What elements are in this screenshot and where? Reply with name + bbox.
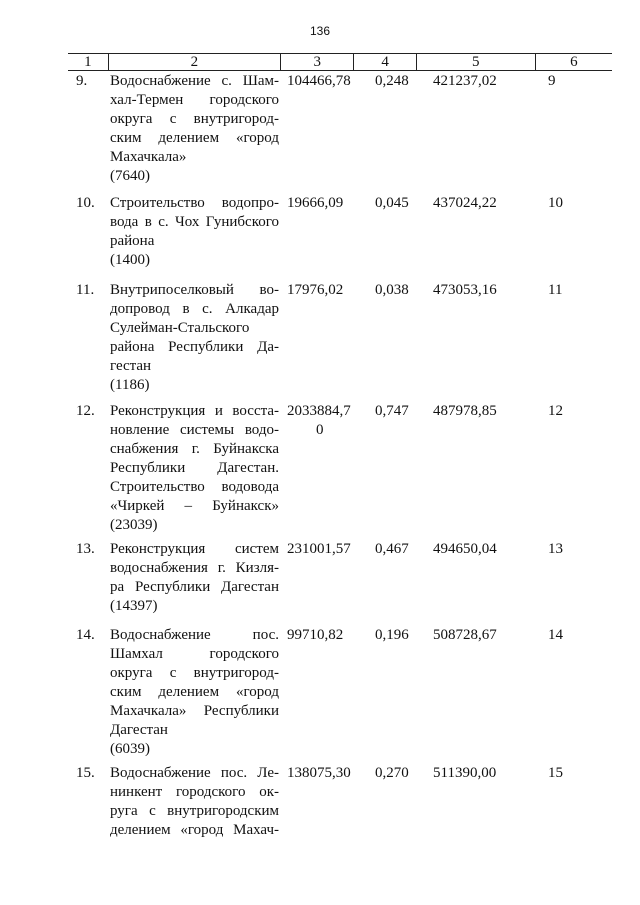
- column-6-value: 14: [548, 627, 563, 643]
- object-name-line: ским делением «город: [110, 130, 279, 146]
- column-header-1: 1: [68, 54, 109, 70]
- object-name: [110, 540, 279, 616]
- column-3-value: 138075,30: [287, 765, 351, 781]
- object-name-line: района Республики Да-: [110, 339, 279, 355]
- column-3-value-line: 0: [316, 422, 324, 438]
- column-3-value: 231001,57: [287, 541, 351, 557]
- column-header-6: 6: [570, 54, 578, 70]
- column-4-value: 0,038: [375, 282, 409, 298]
- column-3-value: 19666,09: [287, 195, 344, 211]
- column-3-value-line: 2033884,7: [287, 403, 351, 419]
- object-name-line: (1400): [110, 252, 150, 268]
- object-name-line: Махачкала» Республики: [110, 703, 279, 719]
- object-name-line: Республики Дагестан.: [110, 460, 279, 476]
- object-name-line: округа с внутригород-: [110, 665, 279, 681]
- row-number: 9.: [76, 73, 88, 89]
- column-6-value: 15: [548, 765, 563, 781]
- object-name-line: (14397): [110, 598, 158, 614]
- object-name-line: Водоснабжение с. Шам-: [110, 73, 279, 89]
- column-5-value: 437024,22: [433, 195, 497, 211]
- object-name-line: водоснабжения г. Кизля-: [110, 560, 279, 576]
- object-name-line: Водоснабжение пос.: [110, 627, 279, 643]
- object-name-line: руга с внутригородским: [110, 803, 279, 819]
- object-name-line: района: [110, 233, 155, 249]
- object-name: [110, 402, 279, 535]
- object-name-line: (6039): [110, 741, 150, 757]
- row-number: 12.: [76, 403, 95, 419]
- column-header-4: 4: [354, 54, 416, 70]
- object-name-line: (1186): [110, 377, 150, 393]
- column-5-value: 508728,67: [433, 627, 497, 643]
- object-name-line: ским делением «город: [110, 684, 279, 700]
- column-5-value: 494650,04: [433, 541, 497, 557]
- column-6-value: 12: [548, 403, 563, 419]
- object-name-line: снабжения г. Буйнакска: [110, 441, 279, 457]
- object-name: [110, 626, 279, 759]
- object-name-line: Шамхал городского: [110, 646, 279, 662]
- object-name-line: новление системы водо-: [110, 422, 279, 438]
- row-number: 10.: [76, 195, 95, 211]
- column-header-3: 3: [281, 54, 354, 70]
- object-name-line: (7640): [110, 168, 150, 184]
- column-6-value: 9: [548, 73, 556, 89]
- object-name-line: Сулейман-Стальского: [110, 320, 250, 336]
- object-name: [110, 194, 279, 270]
- object-name-line: Строительство водопро-: [110, 195, 279, 211]
- row-number: 11.: [76, 282, 95, 298]
- column-4-value: 0,467: [375, 541, 409, 557]
- object-name-line: делением «город Махач-: [110, 822, 279, 838]
- object-name-line: Дагестан: [110, 722, 168, 738]
- row-number: 14.: [76, 627, 95, 643]
- column-6-value: 10: [548, 195, 563, 211]
- object-name: [110, 281, 279, 395]
- column-4-value: 0,248: [375, 73, 409, 89]
- column-5-value: 487978,85: [433, 403, 497, 419]
- object-name-line: Внутрипоселковый во-: [110, 282, 279, 298]
- object-name-line: «Чиркей – Буйнакск»: [110, 498, 279, 514]
- column-4-value: 0,045: [375, 195, 409, 211]
- object-name-line: ра Республики Дагестан: [110, 579, 279, 595]
- object-name-line: хал-Термен городского: [110, 92, 279, 108]
- object-name-line: гестан: [110, 358, 152, 374]
- object-name-line: округа с внутригород-: [110, 111, 279, 127]
- table-header-row: [68, 53, 612, 71]
- object-name-line: Махачкала»: [110, 149, 187, 165]
- column-header-5: 5: [417, 54, 536, 70]
- column-3-value: [287, 402, 357, 440]
- column-4-value: 0,196: [375, 627, 409, 643]
- object-name-line: допровод в с. Алкадар: [110, 301, 279, 317]
- object-name: [110, 72, 279, 186]
- object-name-line: (23039): [110, 517, 158, 533]
- object-name-line: Реконструкция и восста-: [110, 403, 279, 419]
- object-name-line: вода в с. Чох Гунибского: [110, 214, 279, 230]
- column-4-value: 0,270: [375, 765, 409, 781]
- column-4-value: 0,747: [375, 403, 409, 419]
- column-header-2: 2: [109, 54, 281, 70]
- object-name-line: Строительство водовода: [110, 479, 279, 495]
- page-number: 136: [309, 24, 331, 38]
- column-5-value: 511390,00: [433, 765, 497, 781]
- column-5-value: 473053,16: [433, 282, 497, 298]
- object-name-line: Водоснабжение пос. Ле-: [110, 765, 279, 781]
- column-6-value: 11: [548, 282, 563, 298]
- object-name-line: нинкент городского ок-: [110, 784, 279, 800]
- column-6-value: 13: [548, 541, 563, 557]
- row-number: 15.: [76, 765, 95, 781]
- column-3-value: 17976,02: [287, 282, 344, 298]
- column-3-value: 104466,78: [287, 73, 351, 89]
- object-name: [110, 764, 279, 840]
- row-number: 13.: [76, 541, 95, 557]
- column-5-value: 421237,02: [433, 73, 497, 89]
- object-name-line: Реконструкция систем: [110, 541, 279, 557]
- column-3-value: 99710,82: [287, 627, 344, 643]
